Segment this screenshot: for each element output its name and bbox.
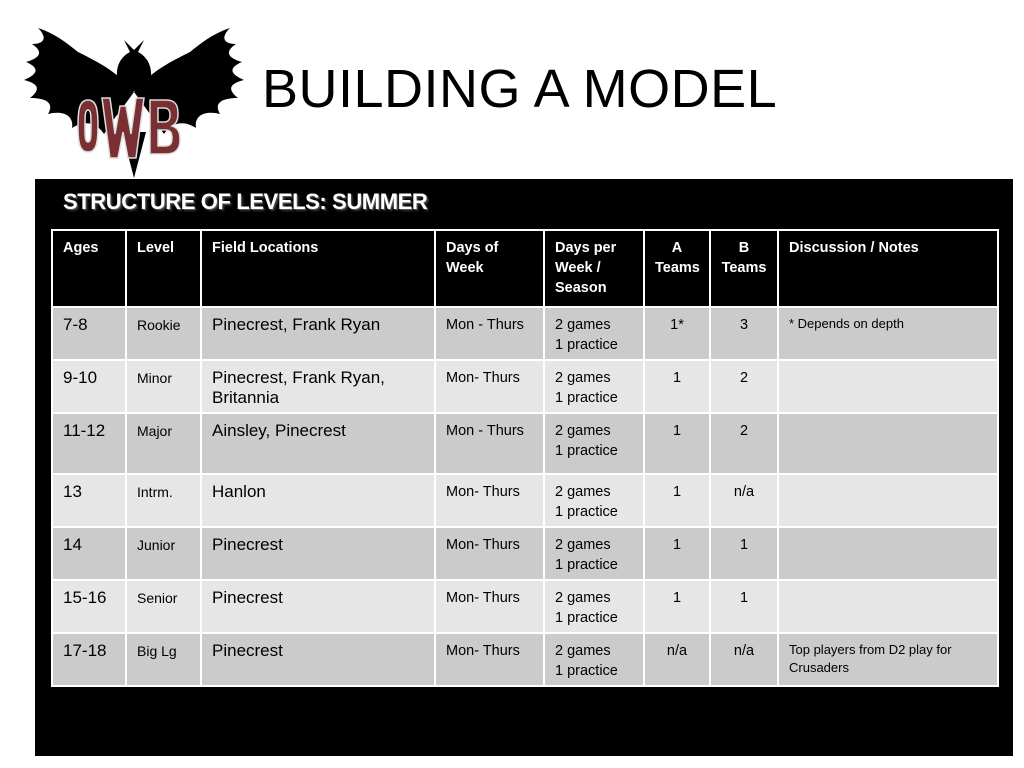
cell-level: Senior (126, 580, 201, 633)
table-row (52, 527, 998, 580)
cell-level: Minor (126, 360, 201, 413)
cell-schedule: 2 games 1 practice (544, 474, 644, 527)
header-level: Level (126, 230, 201, 307)
cell-locations: Ainsley, Pinecrest (201, 413, 435, 474)
cell-schedule: 2 games 1 practice (544, 413, 644, 474)
cell-locations: Hanlon (201, 474, 435, 527)
cell-locations: Pinecrest, Frank Ryan, Britannia (201, 360, 435, 413)
cell-locations: Pinecrest (201, 527, 435, 580)
cell-b-teams: n/a (710, 474, 778, 527)
cell-notes (778, 360, 998, 413)
cell-notes (778, 474, 998, 527)
cell-a-teams: 1 (644, 527, 710, 580)
cell-ages: 17-18 (52, 633, 126, 686)
cell-locations: Pinecrest, Frank Ryan (201, 307, 435, 360)
header-a-teams: A Teams (644, 230, 710, 307)
cell-b-teams: 2 (710, 360, 778, 413)
cell-days: Mon- Thurs (435, 527, 544, 580)
page-title: BUILDING A MODEL (262, 59, 778, 119)
cell-notes: Top players from D2 play for Crusaders (778, 633, 998, 686)
cell-locations: Pinecrest (201, 580, 435, 633)
cell-days: Mon- Thurs (435, 580, 544, 633)
levels-table (51, 229, 999, 687)
cell-schedule: 2 games 1 practice (544, 307, 644, 360)
table-row (52, 580, 998, 633)
cell-notes (778, 413, 998, 474)
cell-a-teams: 1 (644, 360, 710, 413)
cell-level: Rookie (126, 307, 201, 360)
cell-notes (778, 580, 998, 633)
cell-a-teams: 1* (644, 307, 710, 360)
table-header-row (52, 230, 998, 307)
cell-schedule: 2 games 1 practice (544, 633, 644, 686)
section-title: STRUCTURE OF LEVELS: SUMMER (63, 189, 428, 214)
table-row (52, 474, 998, 527)
header-b-teams: B Teams (710, 230, 778, 307)
cell-b-teams: 2 (710, 413, 778, 474)
cell-a-teams: 1 (644, 474, 710, 527)
cell-ages: 13 (52, 474, 126, 527)
cell-b-teams: 1 (710, 580, 778, 633)
cell-ages: 15-16 (52, 580, 126, 633)
cell-a-teams: n/a (644, 633, 710, 686)
table-row (52, 360, 998, 413)
cell-ages: 7-8 (52, 307, 126, 360)
owb-logo (18, 22, 250, 182)
table-row (52, 413, 998, 474)
cell-days: Mon- Thurs (435, 474, 544, 527)
cell-b-teams: n/a (710, 633, 778, 686)
header-field-locations: Field Locations (201, 230, 435, 307)
cell-level: Major (126, 413, 201, 474)
cell-b-teams: 1 (710, 527, 778, 580)
cell-a-teams: 1 (644, 413, 710, 474)
cell-notes (778, 527, 998, 580)
cell-days: Mon- Thurs (435, 360, 544, 413)
cell-days: Mon - Thurs (435, 413, 544, 474)
table-row (52, 633, 998, 686)
cell-days: Mon- Thurs (435, 633, 544, 686)
header-ages: Ages (52, 230, 126, 307)
owb-letters (78, 98, 180, 158)
header-days-per-week: Days per Week / Season (544, 230, 644, 307)
cell-ages: 11-12 (52, 413, 126, 474)
table-row (52, 307, 998, 360)
cell-schedule: 2 games 1 practice (544, 527, 644, 580)
cell-b-teams: 3 (710, 307, 778, 360)
cell-days: Mon - Thurs (435, 307, 544, 360)
cell-level: Big Lg (126, 633, 201, 686)
cell-level: Intrm. (126, 474, 201, 527)
cell-ages: 14 (52, 527, 126, 580)
cell-schedule: 2 games 1 practice (544, 360, 644, 413)
cell-locations: Pinecrest (201, 633, 435, 686)
cell-schedule: 2 games 1 practice (544, 580, 644, 633)
cell-ages: 9-10 (52, 360, 126, 413)
header-notes: Discussion / Notes (778, 230, 998, 307)
cell-a-teams: 1 (644, 580, 710, 633)
cell-level: Junior (126, 527, 201, 580)
header-days-of-week: Days of Week (435, 230, 544, 307)
cell-notes: * Depends on depth (778, 307, 998, 360)
